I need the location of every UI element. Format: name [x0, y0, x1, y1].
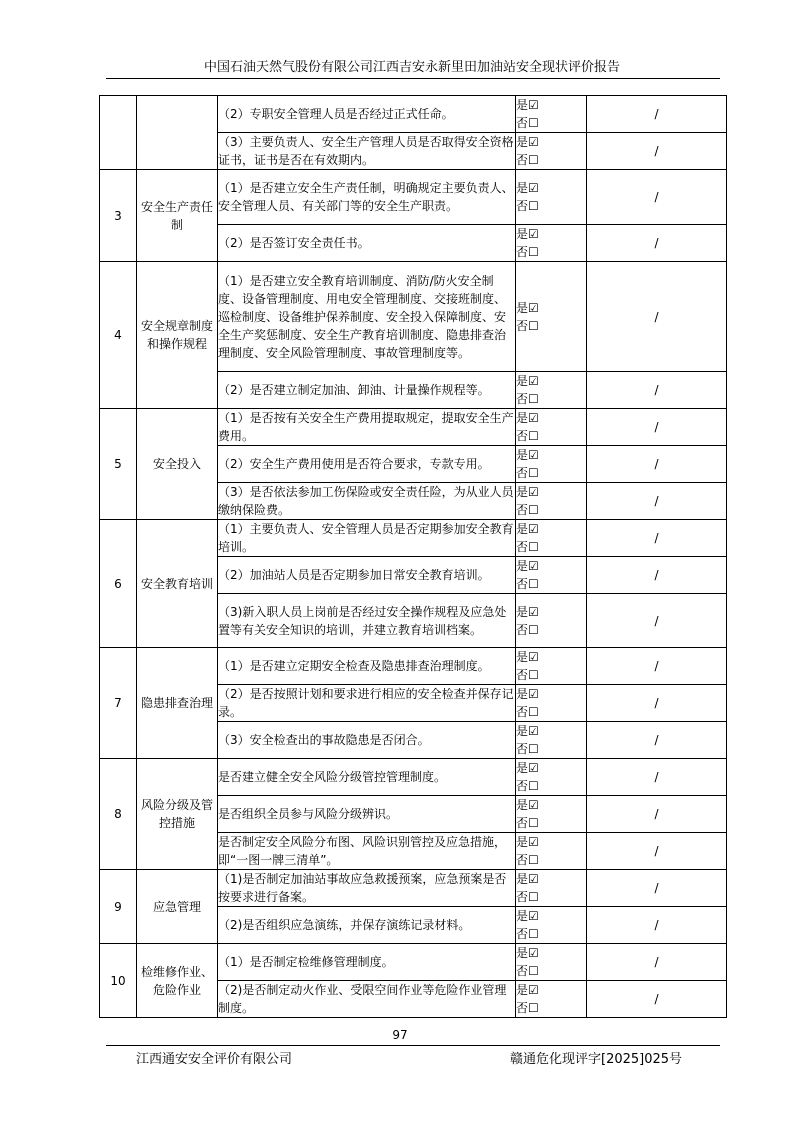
check-note: / [587, 685, 727, 722]
check-note: / [587, 594, 727, 648]
check-result [516, 170, 587, 225]
item-name: 安全规章制度和操作规程 [137, 262, 218, 409]
result-no-unchecked: 否☐ [516, 153, 539, 167]
check-note: / [587, 96, 727, 133]
check-note: / [587, 446, 727, 483]
result-yes-checked: 是☑ [516, 411, 539, 425]
check-content: 是否组织全员参与风险分级辨识。 [218, 796, 516, 833]
item-name: 风险分级及管控措施 [137, 759, 218, 870]
check-note: / [587, 944, 727, 981]
result-yes-checked: 是☑ [516, 448, 539, 462]
result-yes-checked: 是☑ [516, 522, 539, 536]
check-note: / [587, 722, 727, 759]
table-row [100, 870, 727, 907]
check-content: （3）是否依法参加工伤保险或安全责任险，为从业人员缴纳保险费。 [218, 483, 516, 520]
check-result [516, 944, 587, 981]
result-no-unchecked: 否☐ [516, 927, 539, 941]
header-divider [106, 78, 720, 79]
result-no-unchecked: 否☐ [516, 964, 539, 978]
check-content: （3）安全检查出的事故隐患是否闭合。 [218, 722, 516, 759]
result-no-unchecked: 否☐ [516, 318, 539, 333]
check-result [516, 262, 587, 372]
check-content: （2）安全生产费用使用是否符合要求，专款专用。 [218, 446, 516, 483]
table-row [100, 96, 727, 133]
check-note: / [587, 520, 727, 557]
result-no-unchecked: 否☐ [516, 392, 539, 406]
check-result [516, 870, 587, 907]
result-yes-checked: 是☑ [516, 909, 539, 923]
check-result [516, 907, 587, 944]
result-yes-checked: 是☑ [516, 835, 539, 849]
table-row [100, 409, 727, 446]
check-note: / [587, 833, 727, 870]
check-content: （3）主要负责人、安全生产管理人员是否取得安全资格证书，证书是否在有效期内。 [218, 133, 516, 170]
table-row [100, 170, 727, 225]
check-content: （3)新入职人员上岗前是否经过安全操作规程及应急处置等有关安全知识的培训，并建立教育培训档案。 [218, 594, 516, 648]
check-result [516, 981, 587, 1018]
item-name [137, 96, 218, 170]
table-row [100, 262, 727, 372]
item-number: 5 [100, 409, 137, 520]
item-name: 隐患排查治理 [137, 648, 218, 759]
check-result [516, 722, 587, 759]
result-no-unchecked: 否☐ [516, 466, 539, 480]
check-result [516, 685, 587, 722]
result-no-unchecked: 否☐ [516, 853, 539, 867]
check-note: / [587, 133, 727, 170]
check-result [516, 833, 587, 870]
result-no-unchecked: 否☐ [516, 816, 539, 830]
check-content: （2）是否签订安全责任书。 [218, 225, 516, 262]
check-note: / [587, 170, 727, 225]
check-note: / [587, 870, 727, 907]
item-number [100, 96, 137, 170]
result-no-unchecked: 否☐ [516, 890, 539, 904]
result-yes-checked: 是☑ [516, 604, 539, 619]
check-content: （1）主要负责人、安全管理人员是否定期参加安全教育培训。 [218, 520, 516, 557]
check-content: （1)是否制定加油站事故应急救援预案，应急预案是否按要求进行备案。 [218, 870, 516, 907]
check-result [516, 446, 587, 483]
result-yes-checked: 是☑ [516, 227, 539, 241]
check-content: （1）是否建立安全教育培训制度、消防/防火安全制度、设备管理制度、用电安全管理制度、交接班制度、巡检制度、设备维护保养制度、安全投入保障制度、安全生产奖惩制度、安全生产教育培训制度、隐患排查治理制度、安全风险管理制度、事故管理制度等。 [218, 262, 516, 372]
result-yes-checked: 是☑ [516, 946, 539, 960]
check-note: / [587, 483, 727, 520]
footer-company: 江西通安安全评价有限公司 [136, 1052, 293, 1067]
check-result [516, 483, 587, 520]
table-row [100, 520, 727, 557]
result-yes-checked: 是☑ [516, 872, 539, 886]
result-yes-checked: 是☑ [516, 485, 539, 499]
item-name: 检维修作业、危险作业 [137, 944, 218, 1018]
check-result [516, 648, 587, 685]
item-number: 8 [100, 759, 137, 870]
check-note: / [587, 981, 727, 1018]
table-row [100, 944, 727, 981]
result-yes-checked: 是☑ [516, 687, 539, 701]
check-result [516, 594, 587, 648]
check-note: / [587, 648, 727, 685]
check-content: （2)是否组织应急演练，并保存演练记录材料。 [218, 907, 516, 944]
safety-evaluation-table [99, 95, 727, 1018]
check-content: 是否建立健全安全风险分级管控管理制度。 [218, 759, 516, 796]
item-name: 安全生产责任制 [137, 170, 218, 262]
check-note: / [587, 907, 727, 944]
check-content: （1）是否制定检维修管理制度。 [218, 944, 516, 981]
result-no-unchecked: 否☐ [516, 540, 539, 554]
check-content: 是否制定安全风险分布图、风险识别管控及应急措施，即“一图一牌三清单”。 [218, 833, 516, 870]
result-yes-checked: 是☑ [516, 559, 539, 573]
result-no-unchecked: 否☐ [516, 429, 539, 443]
result-no-unchecked: 否☐ [516, 668, 539, 682]
result-yes-checked: 是☑ [516, 761, 539, 775]
check-result [516, 96, 587, 133]
result-yes-checked: 是☑ [516, 98, 539, 112]
check-result [516, 796, 587, 833]
item-name: 安全教育培训 [137, 520, 218, 648]
result-no-unchecked: 否☐ [516, 742, 539, 756]
check-content: （1）是否建立定期安全检查及隐患排查治理制度。 [218, 648, 516, 685]
result-yes-checked: 是☑ [516, 135, 539, 149]
check-content: （2）是否按照计划和要求进行相应的安全检查并保存记录。 [218, 685, 516, 722]
check-note: / [587, 372, 727, 409]
check-note: / [587, 557, 727, 594]
item-number: 3 [100, 170, 137, 262]
item-number: 4 [100, 262, 137, 409]
result-yes-checked: 是☑ [516, 983, 539, 997]
check-note: / [587, 796, 727, 833]
page-number: 97 [392, 1028, 408, 1042]
result-no-unchecked: 否☐ [516, 245, 539, 259]
result-no-unchecked: 否☐ [516, 705, 539, 719]
check-note: / [587, 262, 727, 372]
result-no-unchecked: 否☐ [516, 503, 539, 517]
result-no-unchecked: 否☐ [516, 622, 539, 637]
check-result [516, 759, 587, 796]
check-note: / [587, 759, 727, 796]
result-yes-checked: 是☑ [516, 798, 539, 812]
check-content: （2）专职安全管理人员是否经过正式任命。 [218, 96, 516, 133]
check-content: （2)是否制定动火作业、受限空间作业等危险作业管理制度。 [218, 981, 516, 1018]
result-no-unchecked: 否☐ [516, 1001, 539, 1015]
check-result [516, 133, 587, 170]
check-result [516, 520, 587, 557]
check-content: （2）是否建立制定加油、卸油、计量操作规程等。 [218, 372, 516, 409]
result-yes-checked: 是☑ [516, 300, 539, 315]
item-name: 安全投入 [137, 409, 218, 520]
item-number: 10 [100, 944, 137, 1018]
check-result [516, 225, 587, 262]
item-number: 6 [100, 520, 137, 648]
result-yes-checked: 是☑ [516, 181, 539, 195]
result-no-unchecked: 否☐ [516, 199, 539, 213]
page-header-title: 中国石油天然气股份有限公司江西吉安永新里田加油站安全现状评价报告 [203, 60, 620, 75]
footer-divider [106, 1045, 720, 1046]
footer-doc-number: 赣通危化现评字[2025]025号 [510, 1052, 683, 1067]
check-result [516, 372, 587, 409]
table-row [100, 648, 727, 685]
result-yes-checked: 是☑ [516, 724, 539, 738]
result-yes-checked: 是☑ [516, 374, 539, 388]
item-name: 应急管理 [137, 870, 218, 944]
result-yes-checked: 是☑ [516, 650, 539, 664]
table-row [100, 759, 727, 796]
result-no-unchecked: 否☐ [516, 116, 539, 130]
check-content: （1）是否按有关安全生产费用提取规定，提取安全生产费用。 [218, 409, 516, 446]
check-content: （2）加油站人员是否定期参加日常安全教育培训。 [218, 557, 516, 594]
item-number: 7 [100, 648, 137, 759]
check-content: （1）是否建立安全生产责任制，明确规定主要负责人、安全管理人员、有关部门等的安全生产职责。 [218, 170, 516, 225]
item-number: 9 [100, 870, 137, 944]
result-no-unchecked: 否☐ [516, 779, 539, 793]
check-result [516, 409, 587, 446]
check-note: / [587, 225, 727, 262]
result-no-unchecked: 否☐ [516, 577, 539, 591]
check-result [516, 557, 587, 594]
check-note: / [587, 409, 727, 446]
